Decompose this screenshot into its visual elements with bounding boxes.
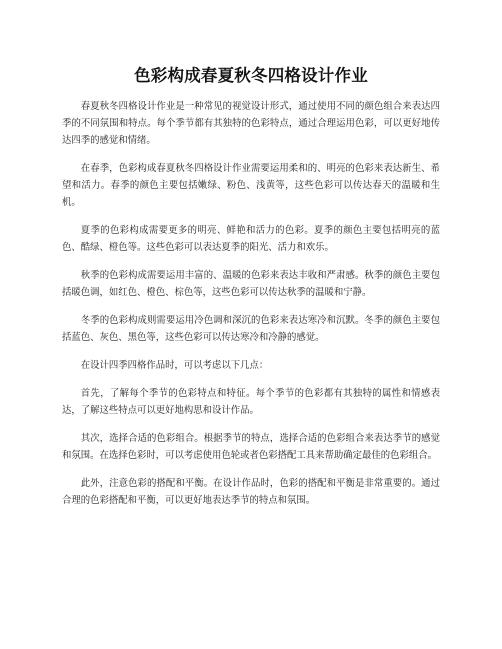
paragraph-second: 其次，选择合适的色彩组合。根据季节的特点，选择合适的色彩组合来表达季节的感觉和氛围。在选择色彩时，可以考虑使用色轮或者色彩搭配工具来帮助确定最佳的色彩组合。 xyxy=(62,433,440,461)
paragraph-spring: 在春季，色彩构成春夏秋冬四格设计作业需要运用柔和的、明亮的色彩来表达新生、希望和活力。春季的颜色主要包括嫩绿、粉色、浅黄等，这些色彩可以传达春天的温暖和生机。 xyxy=(62,163,440,208)
paragraph-intro: 春夏秋冬四格设计作业是一种常见的视觉设计形式，通过使用不同的颜色组合来表达四季的不同氛围和特点。每个季节都有其独特的色彩特点，通过合理运用色彩，可以更好地传达四季的感觉和情绪。 xyxy=(62,101,440,146)
document-title: 色彩构成春夏秋冬四格设计作业 xyxy=(134,66,368,85)
paragraph-winter: 冬季的色彩构成则需要运用冷色调和深沉的色彩来表达寒冷和沉默。冬季的颜色主要包括蓝色、灰色、黑色等，这些色彩可以传达寒冷和冷静的感觉。 xyxy=(62,315,440,343)
paragraph-summer: 夏季的色彩构成需要更多的明亮、鲜艳和活力的色彩。夏季的颜色主要包括明亮的蓝色、酷绿、橙色等。这些色彩可以表达夏季的阳光、活力和欢乐。 xyxy=(62,225,440,253)
paragraph-considerations: 在设计四季四格作品时，可以考虑以下几点： xyxy=(80,360,269,371)
paragraph-balance: 此外，注意色彩的搭配和平衡。在设计作品时，色彩的搭配和平衡是非常重要的。通过合理的色彩搭配和平衡，可以更好地表达季节的特点和氛围。 xyxy=(62,478,440,506)
paragraph-autumn: 秋季的色彩构成需要运用丰富的、温暖的色彩来表达丰收和严肃感。秋季的颜色主要包括暖色调，如红色、橙色、棕色等，这些色彩可以传达秋季的温暖和宁静。 xyxy=(62,270,440,298)
paragraph-first: 首先，了解每个季节的色彩特点和特征。每个季节的色彩都有其独特的属性和情感表达，了解这些特点可以更好地构思和设计作品。 xyxy=(62,388,440,416)
document-body xyxy=(62,98,440,520)
